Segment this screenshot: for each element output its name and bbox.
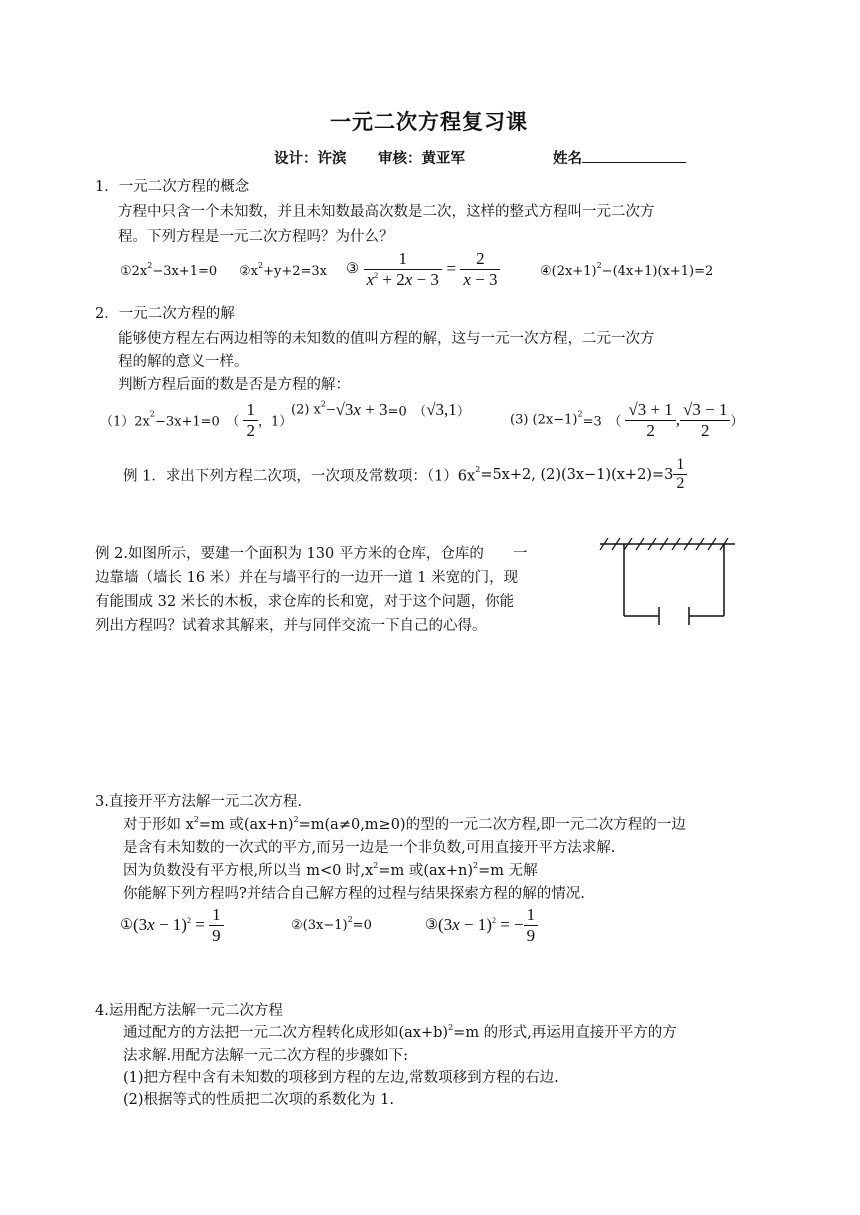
section-3-text-1: 对于形如 $x^2=m$ 或$(ax+n)^2=m(a\ne 0,m\ge 0)$的型的一元二次方程,即一元二次方程的一边: [123, 815, 686, 833]
sqrt-equation-2: $②(3x-1)^2=0$: [291, 915, 372, 933]
example-2-line-3: 有能围成 32 米长的木板，求仓库的长和宽，对于这个问题，你能: [95, 594, 515, 610]
section-2-text-3: 判断方程后面的数是否是方程的解：: [118, 377, 350, 393]
example-2-line-4: 列出方程吗？试着求其解来，并与同伴交流一下自己的心得。: [95, 618, 487, 634]
section-2-text-1: 能够使方程左右两边相等的未知数的值叫方程的解，这与一元一次方程，二元一次方: [118, 331, 655, 347]
equation-4: $④(2x+1)^2-(4x+1)(x+1)=2$: [540, 261, 714, 279]
section-4-heading: 4.运用配方法解一元二次方程: [95, 1003, 283, 1019]
problem-1: $(1)2x^2-3x+1=0$ （ $\frac{1}{2}$ ，1）: [100, 400, 293, 440]
section-2-text-2: 程的解的意义一样。: [118, 354, 249, 370]
section-3-text-2: 是含有未知数的一次式的平方,而另一边是一个非负数,可用直接开平方法求解.: [123, 840, 616, 856]
section-1-text-2: 程。下列方程是一元二次方程吗？为什么？: [118, 229, 394, 245]
name-blank[interactable]: [582, 148, 686, 163]
equation-2: $②x^2+y+2=3x$: [239, 261, 327, 279]
example-2-line-2: 边靠墙（墙长 16 米）并在与墙平行的一边开一道 1 米宽的门，现: [95, 570, 519, 586]
section-4-text-1: 通过配方的方法把一元二次方程转化成形如$(ax+b)^2=m$ 的形式,再运用直接开平方的方: [123, 1023, 677, 1041]
section-4-step-2: (2)根据等式的性质把二次项的系数化为 1.: [123, 1092, 394, 1108]
section-3-text-4: 你能解下列方程吗?并结合自己解方程的过程与结果探索方程的解的情况.: [123, 886, 585, 902]
sqrt-equation-3: ③(3x − 1)$^2$ = − $\frac{1}{9}$: [425, 905, 538, 945]
section-2-heading: 2．一元二次方程的解: [95, 306, 235, 322]
designer-label: 设计：许滨: [274, 150, 347, 167]
section-4-step-1: (1)把方程中含有未知数的项移到方程的左边,常数项移到方程的右边.: [123, 1070, 559, 1086]
sqrt-equation-1: ①(3x − 1)$^2$ = $\frac{1}{9}$: [120, 905, 224, 945]
equation-3: ③ $\frac{1}{x^2 + 2x - 3}$ = $\frac{2}{x - 3}$: [346, 249, 500, 289]
problem-3: (3) $(2x-1)^2=3$ （ $\frac{√3 + 1}{2}$ , $\frac{√3 - 1}{2}$ ）: [510, 400, 744, 440]
section-1-text-1: 方程中只含一个未知数，并且未知数最高次数是二次，这样的整式方程叫一元二次方: [118, 204, 655, 220]
name-label: 姓名: [553, 150, 582, 167]
name-field[interactable]: [553, 147, 686, 168]
warehouse-diagram: [595, 528, 745, 633]
page-title: 一元二次方程复习课: [330, 109, 528, 134]
example-2-line-1: 例 2.如图所示，要建一个面积为 130 平方米的仓库，仓库的 一: [95, 546, 528, 562]
section-1-heading: 1．一元二次方程的概念: [95, 179, 250, 195]
section-4-text-2: 法求解.用配方法解一元二次方程的步骤如下:: [123, 1048, 408, 1064]
section-3-text-3: 因为负数没有平方根,所以当 m<0 时$,x^2=m$ 或$(ax+n)^2=m$ 无解: [123, 861, 538, 879]
equation-1: $①2x^2-3x+1=0$: [120, 261, 218, 279]
section-3-heading: 3.直接开平方法解一元二次方程.: [95, 794, 302, 810]
reviewer-label: 审核：黄亚军: [378, 150, 465, 167]
problem-2: (2) $x^2-√3x + 3=0$ （√3,1）: [291, 399, 470, 420]
example-1: 例 1．求出下列方程二次项，一次项及常数项：$(1)6x^2=5x+2$, (2)(3x−1)(x+2)=3 $\frac{1}{2}$: [123, 456, 687, 494]
